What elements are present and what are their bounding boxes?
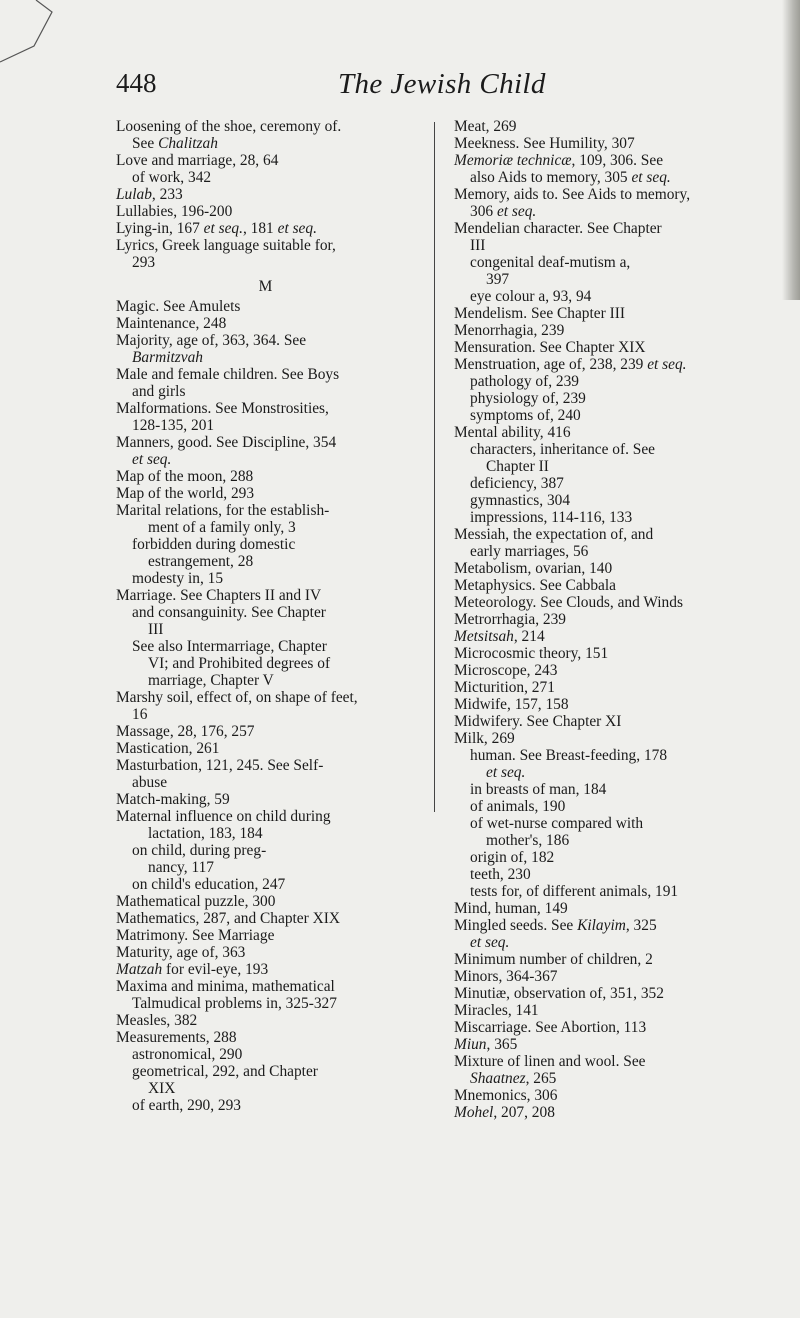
index-entry: Midwifery. See Chapter XI: [454, 713, 622, 730]
index-entry: Maternal influence on child during: [116, 808, 331, 825]
index-subentry: congenital deaf-mutism a,: [470, 254, 631, 271]
index-entry: Majority, age of, 363, 364. See: [116, 332, 307, 349]
index-entry: Mendelism. See Chapter III: [454, 305, 625, 322]
index-entry: Menstruation, age of, 238, 239 et seq.: [454, 356, 687, 373]
index-subentry: early marriages, 56: [470, 543, 589, 560]
index-subentry: tests for, of different animals, 191: [470, 883, 679, 900]
index-entry: Maxima and minima, mathematical: [116, 978, 335, 995]
index-entry: Menorrhagia, 239: [454, 322, 565, 339]
index-subentry: 293: [132, 254, 156, 271]
index-entry: Miracles, 141: [454, 1002, 539, 1019]
index-subentry: estrangement, 28: [148, 553, 254, 570]
index-entry: Meekness. See Humility, 307: [454, 135, 635, 152]
index-entry: Micturition, 271: [454, 679, 555, 696]
index-subentry: characters, inheritance of. See: [470, 441, 656, 458]
index-entry: Memoriæ technicæ, 109, 306. See: [454, 152, 664, 169]
index-entry: Marital relations, for the establish-: [116, 502, 330, 519]
index-entry: Mental ability, 416: [454, 424, 571, 441]
index-entry: Meteorology. See Clouds, and Winds: [454, 594, 683, 611]
index-subentry: Shaatnez, 265: [470, 1070, 557, 1087]
index-entry: Masturbation, 121, 245. See Self-: [116, 757, 324, 774]
index-subentry: nancy, 117: [148, 859, 214, 876]
index-entry: Marriage. See Chapters II and IV: [116, 587, 322, 604]
index-entry: Lying-in, 167 et seq., 181 et seq.: [116, 220, 317, 237]
index-entry: Miun, 365: [454, 1036, 518, 1053]
index-subentry: et seq.: [486, 764, 526, 781]
index-entry: Loosening of the shoe, ceremony of.: [116, 118, 342, 135]
index-subentry: marriage, Chapter V: [148, 672, 274, 689]
index-subentry: forbidden during domestic: [132, 536, 296, 553]
index-subentry: physiology of, 239: [470, 390, 586, 407]
page-corner-fold: [0, 0, 60, 70]
index-subentry: 16: [132, 706, 148, 723]
index-subentry: human. See Breast-feeding, 178: [470, 747, 668, 764]
index-entry: Mastication, 261: [116, 740, 220, 757]
index-entry: Mathematics, 287, and Chapter XIX: [116, 910, 340, 927]
index-entry: Microcosmic theory, 151: [454, 645, 609, 662]
index-subentry: impressions, 114-116, 133: [470, 509, 633, 526]
index-entry: Lyrics, Greek language suitable for,: [116, 237, 336, 254]
index-entry: Minimum number of children, 2: [454, 951, 653, 968]
index-subentry: XIX: [148, 1080, 176, 1097]
index-subentry: Talmudical problems in, 325-327: [132, 995, 337, 1012]
index-entry: Massage, 28, 176, 257: [116, 723, 255, 740]
index-subentry: on child's education, 247: [132, 876, 286, 893]
index-entry: Magic. See Amulets: [116, 298, 241, 315]
index-entry: Messiah, the expectation of, and: [454, 526, 654, 543]
index-entry: Matrimony. See Marriage: [116, 927, 275, 944]
index-subentry: Chapter II: [486, 458, 549, 475]
index-subentry: of earth, 290, 293: [132, 1097, 241, 1114]
index-entry: Love and marriage, 28, 64: [116, 152, 279, 169]
index-entry: Match-making, 59: [116, 791, 230, 808]
index-subentry: abuse: [132, 774, 168, 791]
index-entry: Malformations. See Monstrosities,: [116, 400, 329, 417]
index-subentry: on child, during preg-: [132, 842, 267, 859]
index-entry: Metabolism, ovarian, 140: [454, 560, 613, 577]
index-subentry: 306 et seq.: [470, 203, 537, 220]
index-entry: Lullabies, 196-200: [116, 203, 233, 220]
index-subentry: lactation, 183, 184: [148, 825, 263, 842]
index-subentry: Barmitzvah: [132, 349, 203, 366]
index-subentry: origin of, 182: [470, 849, 555, 866]
index-subentry: 397: [486, 271, 510, 288]
index-entry: Matzah for evil-eye, 193: [116, 961, 269, 978]
index-subentry: ment of a family only, 3: [148, 519, 296, 536]
index-entry: Mixture of linen and wool. See: [454, 1053, 646, 1070]
index-entry: Minutiæ, observation of, 351, 352: [454, 985, 664, 1002]
index-subentry: gymnastics, 304: [470, 492, 571, 509]
index-entry: Mohel, 207, 208: [454, 1104, 555, 1121]
index-subentry: mother's, 186: [486, 832, 570, 849]
index-entry: Mingled seeds. See Kilayim, 325: [454, 917, 657, 934]
index-entry: Map of the moon, 288: [116, 468, 254, 485]
index-entry: Metrorrhagia, 239: [454, 611, 566, 628]
index-entry: Mnemonics, 306: [454, 1087, 558, 1104]
index-entry: Mind, human, 149: [454, 900, 568, 917]
running-title: The Jewish Child: [338, 68, 546, 100]
index-entry: Miscarriage. See Abortion, 113: [454, 1019, 647, 1036]
index-entry: Metaphysics. See Cabbala: [454, 577, 616, 594]
index-entry: Measurements, 288: [116, 1029, 237, 1046]
column-divider: [434, 122, 435, 812]
index-subentry: and girls: [132, 383, 186, 400]
index-entry: Marshy soil, effect of, on shape of feet,: [116, 689, 358, 706]
index-entry: Metsitsah, 214: [454, 628, 545, 645]
index-subentry: also Aids to memory, 305 et seq.: [470, 169, 671, 186]
index-entry: Midwife, 157, 158: [454, 696, 569, 713]
index-subentry: teeth, 230: [470, 866, 531, 883]
index-subentry: astronomical, 290: [132, 1046, 243, 1063]
index-entry: Meat, 269: [454, 118, 517, 135]
index-subentry: eye colour a, 93, 94: [470, 288, 592, 305]
index-subentry: modesty in, 15: [132, 570, 224, 587]
page-header: [116, 68, 800, 108]
index-column-right: [454, 118, 752, 1121]
index-column-left: [116, 118, 415, 1114]
index-subentry: of work, 342: [132, 169, 212, 186]
page-edge-shadow: [782, 0, 800, 300]
index-subentry: VI; and Prohibited degrees of: [148, 655, 331, 672]
index-entry: Milk, 269: [454, 730, 515, 747]
index-subentry: geometrical, 292, and Chapter: [132, 1063, 318, 1080]
index-entry: Male and female children. See Boys: [116, 366, 340, 383]
index-entry: Mendelian character. See Chapter: [454, 220, 662, 237]
index-entry: Measles, 382: [116, 1012, 198, 1029]
index-entry: Maintenance, 248: [116, 315, 227, 332]
index-subentry: of wet-nurse compared with: [470, 815, 644, 832]
index-entry: Microscope, 243: [454, 662, 558, 679]
section-letter: M: [258, 278, 273, 295]
index-subentry: pathology of, 239: [470, 373, 580, 390]
index-subentry: and consanguinity. See Chapter: [132, 604, 326, 621]
index-subentry: See also Intermarriage, Chapter: [132, 638, 327, 655]
index-subentry: deficiency, 387: [470, 475, 564, 492]
page-number: 448: [116, 68, 157, 98]
index-subentry: symptoms of, 240: [470, 407, 581, 424]
index-entry: Memory, aids to. See Aids to memory,: [454, 186, 691, 203]
index-subentry: in breasts of man, 184: [470, 781, 607, 798]
index-entry: Lulab, 233: [116, 186, 183, 203]
index-subentry: III: [470, 237, 486, 254]
index-entry: Maturity, age of, 363: [116, 944, 246, 961]
index-subentry: et seq.: [470, 934, 510, 951]
index-subentry: III: [148, 621, 164, 638]
index-entry: Map of the world, 293: [116, 485, 255, 502]
index-entry: Mathematical puzzle, 300: [116, 893, 276, 910]
index-subentry: 128-135, 201: [132, 417, 215, 434]
index-entry: Minors, 364-367: [454, 968, 558, 985]
index-entry: Mensuration. See Chapter XIX: [454, 339, 646, 356]
index-subentry: See Chalitzah: [132, 135, 218, 152]
index-entry: Manners, good. See Discipline, 354: [116, 434, 337, 451]
index-subentry: of animals, 190: [470, 798, 566, 815]
index-subentry: et seq.: [132, 451, 172, 468]
